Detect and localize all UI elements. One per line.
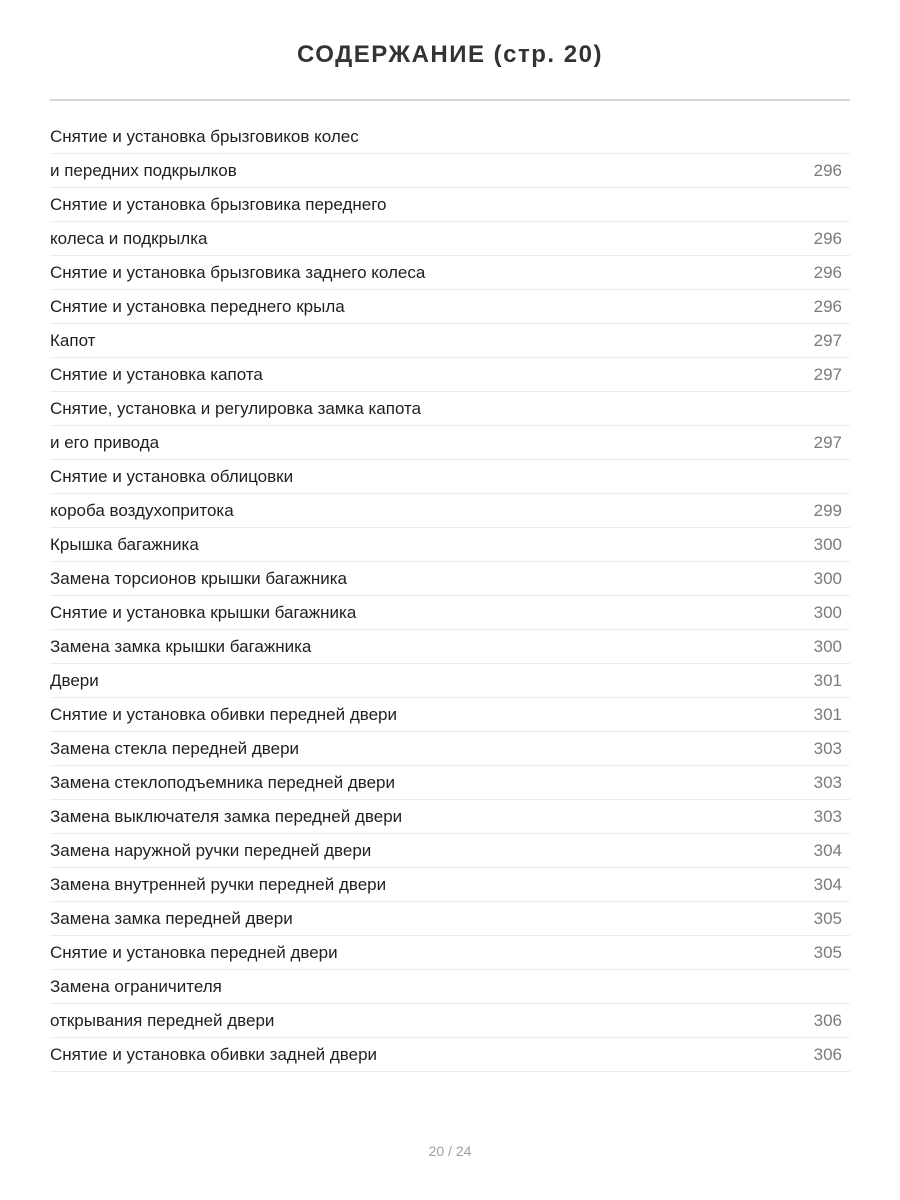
toc-entry-title: Замена ограничителя <box>50 976 222 996</box>
toc-entry <box>50 1038 850 1072</box>
toc-entry-page-number: 301 <box>813 670 842 690</box>
toc-entry-title: Замена замка передней двери <box>50 908 293 928</box>
toc-entry <box>50 324 850 358</box>
toc-entry-title: Замена внутренней ручки передней двери <box>50 874 387 894</box>
toc-entry-page-number: 305 <box>813 908 842 928</box>
toc-entry-page-number: 300 <box>813 568 842 588</box>
toc-entry-title: Снятие и установка брызговиков колес <box>50 126 359 146</box>
toc-entry-page-number: 303 <box>813 806 842 826</box>
toc-entry <box>50 630 850 664</box>
toc-entry <box>50 596 850 630</box>
toc-entry-page-number: 300 <box>813 602 842 622</box>
page-title: СОДЕРЖАНИЕ (стр. 20) <box>297 41 603 68</box>
toc-entry-page-number: 300 <box>813 636 842 656</box>
toc-entry-page-number: 296 <box>813 262 842 282</box>
toc-entry-title: открывания передней двери <box>50 1010 275 1030</box>
toc-entry <box>50 222 850 256</box>
toc-entry-page-number: 300 <box>813 534 842 554</box>
toc-entry-page-number: 296 <box>813 228 842 248</box>
toc-entry <box>50 970 850 1004</box>
toc-entry <box>50 460 850 494</box>
toc-entry <box>50 256 850 290</box>
toc-entry-title: колеса и подкрылка <box>50 228 208 248</box>
toc-entry <box>50 664 850 698</box>
toc-entry-title: Замена наружной ручки передней двери <box>50 840 372 860</box>
toc-entry <box>50 154 850 188</box>
toc-entry <box>50 834 850 868</box>
toc-entry <box>50 494 850 528</box>
toc-entry-title: Замена выключателя замка передней двери <box>50 806 403 826</box>
toc-entry <box>50 936 850 970</box>
toc-entry-title: Снятие и установка передней двери <box>50 942 338 962</box>
toc-entry <box>50 766 850 800</box>
toc-entry <box>50 698 850 732</box>
toc-entry-title: Замена стекла передней двери <box>50 738 300 758</box>
toc-entry-title: Снятие и установка облицовки <box>50 466 294 486</box>
toc-entry <box>50 120 850 154</box>
toc-entry-page-number: 306 <box>813 1010 842 1030</box>
toc-entry <box>50 868 850 902</box>
page-counter: 20 / 24 <box>428 1143 472 1159</box>
toc-entry-title: Снятие и установка переднего крыла <box>50 296 345 316</box>
toc-entry <box>50 426 850 460</box>
toc-entry-title: короба воздухопритока <box>50 500 234 520</box>
toc-entry <box>50 528 850 562</box>
toc-entry-title: Снятие и установка брызговика заднего колеса <box>50 262 426 282</box>
toc-entry-title: и передних подкрылков <box>50 160 237 180</box>
title-divider <box>50 99 850 101</box>
toc-entry-page-number: 296 <box>813 296 842 316</box>
toc-entry <box>50 1004 850 1038</box>
toc-entry-page-number: 297 <box>813 364 842 384</box>
toc-entry-page-number: 299 <box>813 500 842 520</box>
toc-entry-page-number: 301 <box>813 704 842 724</box>
toc-entry <box>50 188 850 222</box>
toc-entry <box>50 392 850 426</box>
toc-entry-title: Снятие, установка и регулировка замка капота <box>50 398 422 418</box>
toc-entry-title: Крышка багажника <box>50 534 199 554</box>
toc-entry-page-number: 303 <box>813 772 842 792</box>
toc-entry-title: Снятие и установка брызговика переднего <box>50 194 387 214</box>
toc-entry <box>50 358 850 392</box>
toc-entry-page-number: 297 <box>813 432 842 452</box>
toc-entry-title: Замена стеклоподъемника передней двери <box>50 772 395 792</box>
toc-list <box>50 120 850 1072</box>
toc-entry-page-number: 304 <box>813 874 842 894</box>
toc-entry-page-number: 297 <box>813 330 842 350</box>
toc-entry-page-number: 303 <box>813 738 842 758</box>
toc-entry-title: Снятие и установка обивки передней двери <box>50 704 397 724</box>
toc-entry-title: Снятие и установка обивки задней двери <box>50 1044 378 1064</box>
toc-entry <box>50 562 850 596</box>
toc-entry-title: Капот <box>50 330 96 350</box>
toc-entry <box>50 290 850 324</box>
toc-entry <box>50 902 850 936</box>
toc-entry <box>50 800 850 834</box>
toc-entry-title: Снятие и установка капота <box>50 364 263 384</box>
toc-entry-page-number: 304 <box>813 840 842 860</box>
toc-entry-page-number: 305 <box>813 942 842 962</box>
toc-entry <box>50 732 850 766</box>
toc-entry-title: Замена торсионов крышки багажника <box>50 568 347 588</box>
toc-entry-page-number: 296 <box>813 160 842 180</box>
toc-entry-title: и его привода <box>50 432 160 452</box>
toc-entry-title: Снятие и установка крышки багажника <box>50 602 357 622</box>
toc-entry-title: Двери <box>50 670 99 690</box>
toc-entry-title: Замена замка крышки багажника <box>50 636 312 656</box>
toc-entry-page-number: 306 <box>813 1044 842 1064</box>
